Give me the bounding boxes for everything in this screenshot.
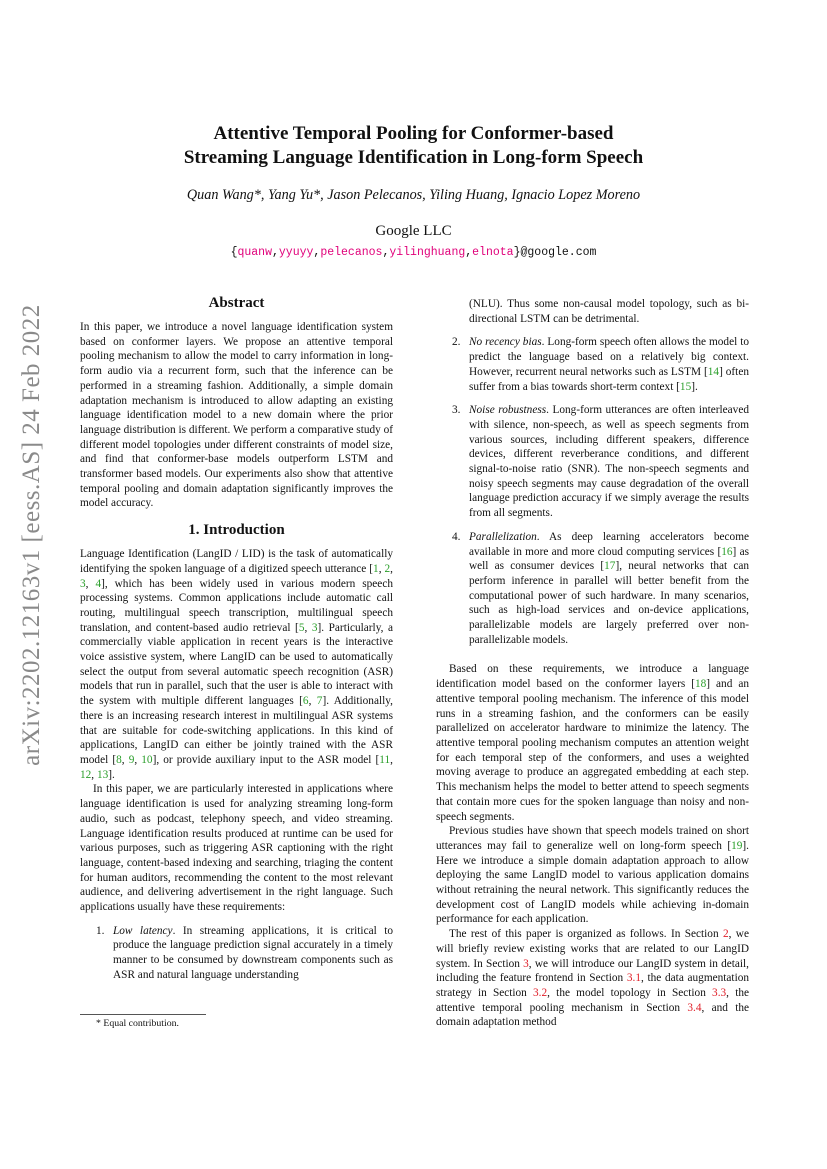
citation-link[interactable]: 15 (679, 380, 692, 393)
citation-link[interactable]: 3 (311, 621, 318, 634)
email-separator: , (271, 246, 279, 259)
requirement-title: Parallelization (469, 530, 537, 543)
text-span: , the model topology in Section (547, 986, 713, 999)
citation-link[interactable]: 9 (128, 753, 135, 766)
left-column (80, 294, 393, 992)
requirement-item-1-continued (436, 297, 749, 326)
requirement-title: No recency bias (469, 336, 542, 349)
abstract-text: In this paper, we introduce a novel language identification system based on conformer layers. We propose an attentive temporal pooling mechanism to allow the model to carry information in long-form audio via a recurrent form, such that the inference can be performed in a streaming fashion. Additionally, a simple domain adaptation mechanism is introduced to allow adapting an existing language identification model to a new domain where the prior language distribution is different. We perform a comparative study of different model topologies under different constraints of model size, and find that conformer-base models outperform LSTM and transformer based models. Our experiments also show that attentive temporal pooling and domain adaptation significantly improves the model accuracy. (80, 321, 394, 510)
text-span: The rest of this paper is organized as follows. In Section (449, 928, 723, 941)
section-ref-link[interactable]: 3 (523, 957, 529, 970)
requirement-item-4 (436, 530, 749, 648)
requirement-item-3 (436, 403, 749, 521)
requirement-title: Low latency (113, 924, 173, 937)
title-line-1: Attentive Temporal Pooling for Conformer-based (213, 123, 614, 144)
requirement-text: . Long-form utterances are often interleaved with silence, non-speech, as well as speech segments from various sources, including different speakers, difference devices, different reverberance conditions, and different signal-to-noise ratio (SNR). The non-speech segments and noisy speech segments may cause degradation of the overall language prediction accuracy if we simply average the results from all segments. (469, 404, 749, 520)
text-span: , we will briefly review existing works that are related to our LangID system. In Section (436, 928, 749, 970)
text-span: . Long-form speech often allows the model to predict the language based on a relatively big context. However, recurrent neural networks such as LSTM [ (469, 336, 749, 378)
intro-paragraph-1: Language Identification (LangID / LID) is the task of automatically identifying the spoken language of a digitized speech utterance [1, 2, 3, 4], which has been widely used in various modern speech processing systems. Common applications include automatic call routing, multilingual speech transcription, multilingual speech translation, and content-based audio retrieval [5, 3]. Particularly, a commercially viable application in recent years is the interactive voice assistive system, where LangID can be used to automatically select the output from several automatic speech recognition (ASR) models that run in parallel, such that the user is able to interact with the system with multiple different languages [6, 7]. Additionally, there is an increasing research interest in multilingual ASR systems that are suitable for code-switching applications. In this kind of applications, LangID can either be jointly trained with the ASR model [8, 9, 10], or provide auxiliary input to the ASR model [11, 12, 13]. (80, 548, 393, 781)
citation-link[interactable]: 11 (379, 753, 391, 766)
requirement-text: . In streaming applications, it is critical to produce the language prediction signal accurately in a timely manner to be consumed by downstream components such as ASR and natural language understanding (113, 924, 393, 981)
arxiv-identifier: arXiv:2202.12163v1 [eess.AS] 24 Feb 2022 (18, 304, 46, 766)
text-span: ], or provide auxiliary input to the ASR model [ (152, 753, 380, 766)
citation-link[interactable]: 14 (707, 365, 720, 378)
email-open-brace: { (230, 246, 238, 259)
requirement-title: Noise robustness (469, 404, 547, 417)
email-link[interactable]: quanw (237, 246, 272, 259)
text-span: ], neural networks that can perform inference in parallel will better benefit from the computational power of such hardware. In many scenarios, such as high-load services and on-device applications, parallelizable models are largely preferred over non-parallelizable models. (469, 560, 749, 646)
citation-link[interactable]: 10 (141, 753, 153, 766)
text-span: ] often suffer from a bias towards short-term context [ (469, 365, 749, 393)
citation-link[interactable]: 19 (731, 839, 743, 852)
introduction-heading: 1. Introduction (188, 522, 285, 539)
text-span: , we will introduce our LangID system in detail, including the feature frontend in Section (436, 957, 749, 985)
citation-link[interactable]: 8 (116, 753, 122, 766)
author-list: Quan Wang*, Yang Yu*, Jason Pelecanos, Yiling Huang, Ignacio Lopez Moreno (186, 187, 641, 203)
footnote-rule (80, 1014, 206, 1015)
citation-link[interactable]: 7 (316, 695, 323, 708)
email-line (100, 246, 727, 259)
text-span: Previous studies have shown that speech models trained on short utterances may fail to generalize well on long-form speech [ (436, 825, 749, 852)
email-link[interactable]: yilinghuang (389, 246, 466, 259)
text-span: , the data augmentation strategy in Section (436, 972, 749, 999)
requirement-item-1 (80, 924, 393, 983)
text-span: ]. (691, 380, 698, 393)
list-number: 4. (452, 530, 461, 543)
intro-paragraph-5 (436, 927, 749, 1030)
right-column (436, 297, 749, 1030)
text-span: ], which has been widely used in various modern speech processing systems. Common applications include automatic call routing, multilingual speech transcription, multilingual speech translation, and content-based audio retrieval [ (80, 577, 393, 634)
citation-link[interactable]: 6 (302, 695, 309, 708)
list-number: 3. (452, 404, 461, 417)
text-span: ]. Additionally, there is an increasing research interest in multilingual ASR systems that are suitable for code-switching applications. In this kind of applications, LangID can either be jointly trained with the ASR model [ (80, 695, 393, 766)
section-ref-link[interactable]: 3.3 (712, 986, 727, 999)
citation-link[interactable]: 16 (721, 545, 733, 558)
text-span: Language Identification (LangID / LID) is the task of automatically identifying the spoken language of a digitized speech utterance [ (80, 548, 393, 575)
intro-paragraph-2: In this paper, we are particularly interested in applications where language identification is used for analyzing streaming long-form audio, such as podcast, telephony speech, and video streaming. Language identification results produced at runtime can be used for various purposes, such as triggering ASR captioning with the right language, content-based indexing and searching, triaging the content for human auditors, recommending the content to the most relevant audience, and delivering advertisement in the right language. Such applications usually have these requirements: (80, 783, 393, 914)
intro-paragraph-3 (436, 662, 749, 824)
text-span: ] as well as consumer devices [ (469, 545, 750, 573)
citation-link[interactable]: 4 (95, 577, 102, 590)
email-separator: , (382, 246, 390, 259)
title-line-2: Streaming Language Identification in Long-form Speech (183, 147, 644, 168)
citation-link[interactable]: 12 (80, 768, 92, 781)
paper-title (100, 122, 727, 170)
list-number: 1. (96, 924, 105, 937)
email-domain: }@google.com (513, 246, 597, 259)
citation-link[interactable]: 2 (384, 562, 391, 575)
text-span: Based on these requirements, we introduce a language identification model based on the conformer layers [ (436, 663, 749, 691)
text-span: , the attentive temporal pooling mechanism in Section (436, 986, 749, 1014)
text-span: ]. (108, 768, 115, 781)
citation-link[interactable]: 18 (694, 678, 707, 691)
email-link[interactable]: elnota (472, 246, 514, 259)
arxiv-sidebar (12, 190, 52, 880)
text-span: ]. Here we introduce a simple domain adaptation approach to allow deploying the same LangID model to various application domains without retraining the neural network. This significantly reduces the development cost of LangID models while achieving in-domain performance for each application. (436, 839, 749, 926)
email-link[interactable]: pelecanos (320, 246, 383, 259)
citation-link[interactable]: 1 (373, 562, 379, 575)
list-number: 2. (452, 336, 461, 349)
affiliation: Google LLC (375, 223, 452, 239)
footnote: * Equal contribution. (96, 1018, 179, 1029)
section-ref-link[interactable]: 3.1 (626, 972, 642, 985)
section-ref-link[interactable]: 2 (722, 928, 729, 941)
section-ref-link[interactable]: 3.2 (533, 986, 548, 999)
text-span: . As deep learning accelerators become available in more and more cloud computing services [ (469, 530, 749, 558)
email-separator: , (313, 246, 321, 259)
email-separator: , (465, 246, 473, 259)
citation-link[interactable]: 17 (604, 560, 616, 573)
requirement-item-2 (436, 335, 749, 394)
abstract-heading: Abstract (208, 295, 265, 311)
citation-link[interactable]: 5 (298, 621, 305, 634)
citation-link[interactable]: 3 (80, 577, 86, 590)
intro-paragraph-4 (436, 824, 749, 927)
requirement-text: (NLU). Thus some non-causal model topology, such as bi-directional LSTM can be detrimental. (469, 298, 749, 325)
citation-link[interactable]: 13 (96, 768, 109, 781)
text-span: ] and an attentive temporal pooling mechanism. The inference of this model runs in a streaming fashion, and the conformers can be easily parallelized on accelerator hardware to minimize the latency. The attentive temporal pooling mechanism computes an attention weight for each temporal step of the conformers, and uses a weighted moving average to produce an aggregated embedding at each step. This mechanism helps the model to better attend to speech segments that contain more cues for the spoken language than noisy and non-speech segments. (436, 678, 749, 823)
text-span: , and the domain adaptation method (436, 1001, 749, 1029)
section-ref-link[interactable]: 3.4 (687, 1001, 702, 1014)
text-span: ]. Particularly, a commercially viable application in recent years is the interactive voice assistive system, where LangID can be used to automatically select the output from several automatic speech recognition (ASR) models that run in parallel, such that the user is able to interact with the system with multiple different languages [ (80, 621, 393, 708)
email-link[interactable]: yyuyy (278, 246, 314, 259)
